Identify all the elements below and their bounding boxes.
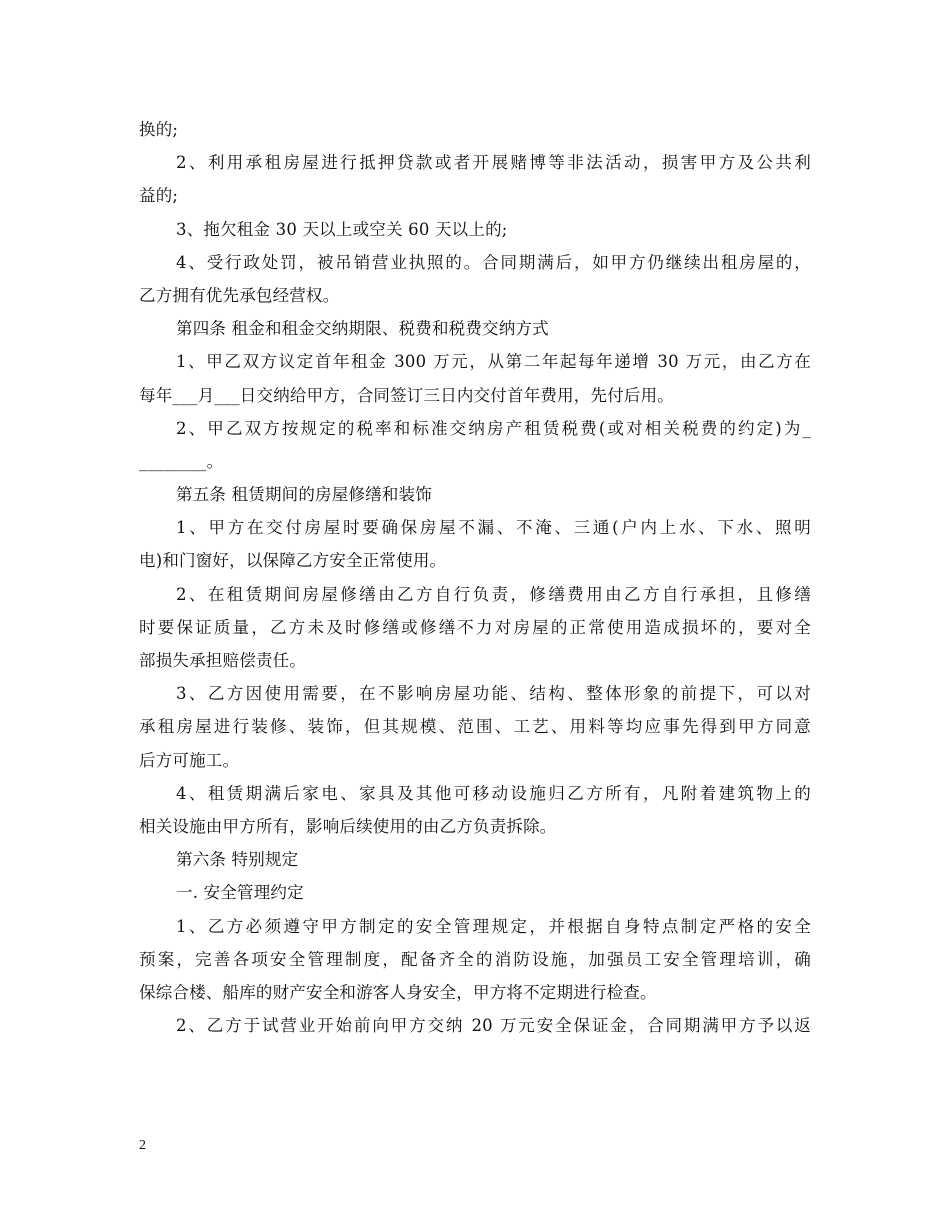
- text-line: 第四条 租金和租金交纳期限、税费和税费交纳方式: [176, 319, 549, 339]
- text-line: 2、利用承租房屋进行抵押贷款或者开展赌博等非法活动，损害甲方及公共利: [176, 153, 811, 173]
- text-line: 1、乙方必须遵守甲方制定的安全管理规定，并根据自身特点制定严格的安全: [176, 916, 811, 936]
- text-line: 3、拖欠租金 30 天以上或空关 60 天以上的;: [176, 219, 508, 239]
- text-line: 1、甲方在交付房屋时要确保房屋不漏、不淹、三通(户内上水、下水、照明: [176, 518, 811, 538]
- text-line: 保综合楼、船库的财产安全和游客人身安全，甲方将不定期进行检查。: [139, 982, 657, 1002]
- text-line: 乙方拥有优先承包经营权。: [139, 285, 340, 305]
- text-line: 1、甲乙双方议定首年租金 300 万元，从第二年起每年递增 30 万元，由乙方在: [176, 352, 811, 372]
- text-line: 相关设施由甲方所有，影响后续使用的由乙方负责拆除。: [139, 816, 557, 836]
- text-line: 第六条 特别规定: [176, 850, 299, 870]
- text-line: 电)和门窗好，以保障乙方安全正常使用。: [139, 551, 447, 571]
- text-line: 后方可施工。: [139, 750, 240, 770]
- text-line: 第五条 租赁期间的房屋修缮和装饰: [176, 485, 432, 505]
- text-line: 预案，完善各项安全管理制度，配备齐全的消防设施，加强员工安全管理培训，确: [139, 949, 811, 969]
- text-line: ________。: [139, 451, 224, 471]
- text-line: 换的;: [139, 120, 179, 139]
- text-line: 每年___月___日交纳给甲方，合同签订三日内交付首年费用，先付后用。: [139, 385, 674, 405]
- text-line: 2、甲乙双方按规定的税率和标准交纳房产租赁税费(或对相关税费的约定)为_: [176, 418, 811, 438]
- text-line: 2、乙方于试营业开始前向甲方交纳 20 万元安全保证金，合同期满甲方予以返: [176, 1016, 811, 1036]
- text-line: 一. 安全管理约定: [176, 883, 304, 903]
- document-body: [139, 113, 811, 1042]
- text-line: 4、租赁期满后家电、家具及其他可移动设施归乙方所有，凡附着建筑物上的: [176, 783, 811, 803]
- text-line: 益的;: [139, 186, 179, 206]
- text-line: 4、受行政处罚，被吊销营业执照的。合同期满后，如甲方仍继续出租房屋的，: [176, 252, 811, 272]
- text-line: 部损失承担赔偿责任。: [139, 651, 306, 670]
- text-line: 3、乙方因使用需要，在不影响房屋功能、结构、整体形象的前提下，可以对: [176, 684, 811, 704]
- text-line: 2、在租赁期间房屋修缮由乙方自行负责，修缮费用由乙方自行承担，且修缮: [176, 584, 811, 604]
- page-number: 2: [139, 1138, 146, 1153]
- text-line: 承租房屋进行装修、装饰，但其规模、范围、工艺、用料等均应事先得到甲方同意: [139, 717, 811, 737]
- text-line: 时要保证质量，乙方未及时修缮或修缮不力对房屋的正常使用造成损坏的，要对全: [139, 617, 811, 637]
